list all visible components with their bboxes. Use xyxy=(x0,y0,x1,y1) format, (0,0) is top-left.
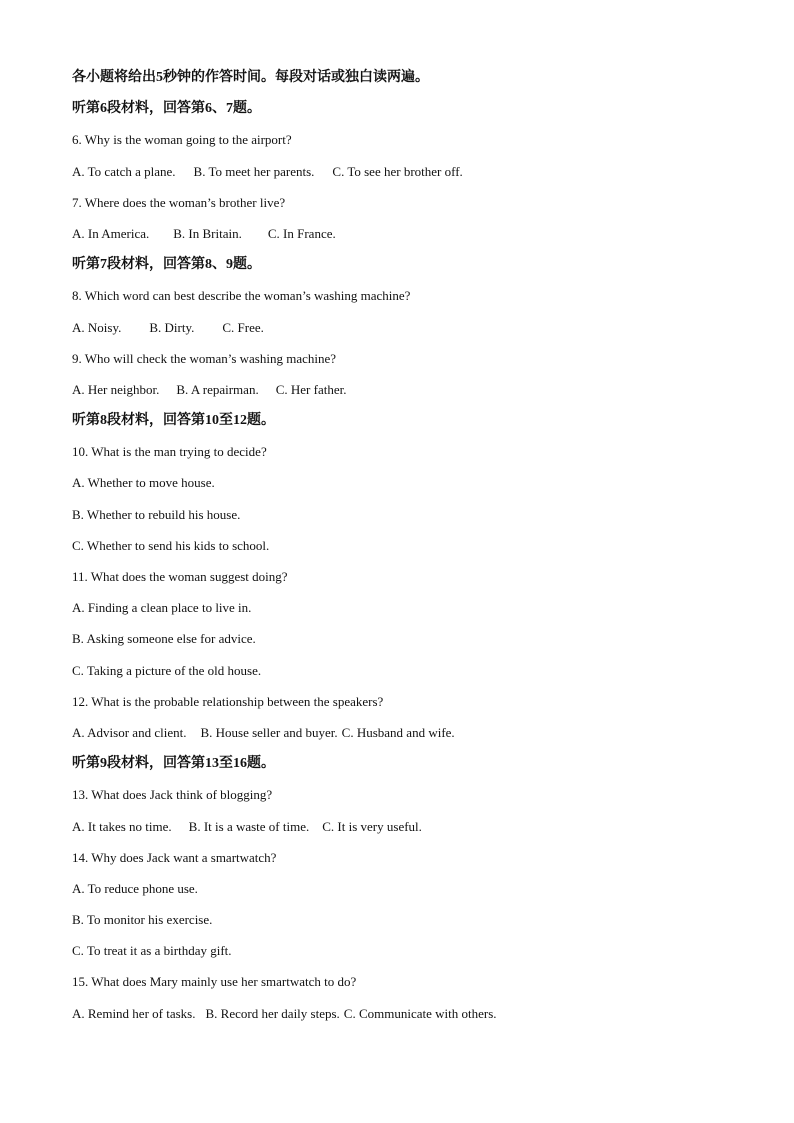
question-text: 15. What does Mary mainly use her smartwatch to do? xyxy=(72,974,357,990)
exam-page xyxy=(72,62,752,1029)
options-row xyxy=(72,998,752,1029)
question-text: 9. Who will check the woman’s washing machine? xyxy=(72,350,337,366)
option: C. Whether to send his kids to school. xyxy=(72,537,270,553)
option: A. Her neighbor. xyxy=(72,381,160,397)
question-text: 12. What is the probable relationship between the speakers? xyxy=(72,693,384,709)
option: A. To catch a plane. xyxy=(72,163,176,179)
question-text: 6. Why is the woman going to the airport? xyxy=(72,132,292,148)
option: A. Noisy. xyxy=(72,319,122,335)
option: C. Her father. xyxy=(275,381,347,397)
option: C. It is very useful. xyxy=(322,818,422,834)
option: B. House seller and buyer. xyxy=(200,724,338,740)
question-text: 7. Where does the woman’s brother live? xyxy=(72,194,286,210)
options-row xyxy=(72,312,752,343)
option: C. In France. xyxy=(267,225,336,241)
section-header: 听第8段材料，回答第10至12题。 xyxy=(72,413,275,429)
option: A. Advisor and client. xyxy=(72,724,187,740)
option: A. Remind her of tasks. xyxy=(72,1005,196,1021)
option: C. To treat it as a birthday gift. xyxy=(72,943,232,959)
question-text: 13. What does Jack think of blogging? xyxy=(72,787,273,803)
instruction: 各小题将给出5秒钟的作答时间。每段对话或独白读两遍。 xyxy=(72,70,429,85)
option: A. In America. xyxy=(72,225,150,241)
option: B. Record her daily steps. xyxy=(205,1005,340,1021)
section-header: 听第9段材料，回答第13至16题。 xyxy=(72,756,275,772)
option: A. To reduce phone use. xyxy=(72,880,198,896)
question-text: 11. What does the woman suggest doing? xyxy=(72,569,288,584)
options-row xyxy=(72,156,752,187)
option: B. Dirty. xyxy=(149,319,195,335)
options-row xyxy=(72,374,752,405)
options-row xyxy=(72,218,752,249)
question-text: 14. Why does Jack want a smartwatch? xyxy=(72,849,277,865)
option: A. Whether to move house. xyxy=(72,475,215,491)
option: B. Asking someone else for advice. xyxy=(72,631,256,647)
question-text: 8. Which word can best describe the woman’s washing machine? xyxy=(72,288,411,304)
options-row xyxy=(72,811,752,842)
options-row xyxy=(72,717,752,748)
section-header: 听第7段材料，回答第8、9题。 xyxy=(72,257,261,273)
option: B. A repairman. xyxy=(176,381,259,397)
option: C. Husband and wife. xyxy=(341,724,455,740)
option: C. To see her brother off. xyxy=(332,163,463,179)
option: A. It takes no time. xyxy=(72,818,172,834)
option: B. Whether to rebuild his house. xyxy=(72,506,241,522)
option: C. Taking a picture of the old house. xyxy=(72,662,262,678)
option: B. It is a waste of time. xyxy=(188,818,310,834)
option: C. Communicate with others. xyxy=(343,1005,497,1021)
option: B. In Britain. xyxy=(173,225,242,241)
question-text: 10. What is the man trying to decide? xyxy=(72,444,267,460)
section-header: 听第6段材料，回答第6、7题。 xyxy=(72,101,261,117)
option: B. To monitor his exercise. xyxy=(72,912,213,928)
option: B. To meet her parents. xyxy=(193,163,315,179)
option: A. Finding a clean place to live in. xyxy=(72,600,252,616)
option: C. Free. xyxy=(222,319,264,335)
